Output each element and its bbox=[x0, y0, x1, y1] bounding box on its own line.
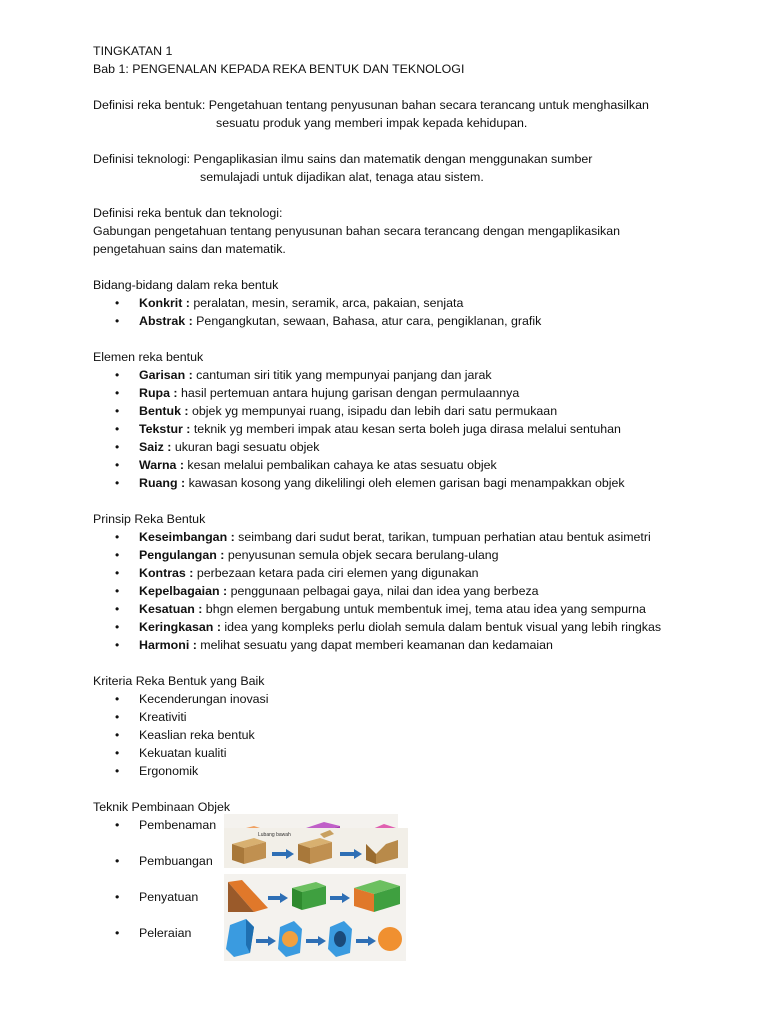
prinsip-title: Prinsip Reka Bentuk bbox=[93, 512, 206, 526]
bullet-icon: • bbox=[115, 710, 120, 724]
teknik-row-pembenaman: • Pembenaman bbox=[93, 816, 693, 852]
bullet-icon: • bbox=[115, 548, 120, 562]
bullet-icon: • bbox=[115, 854, 120, 868]
list-item: • Saiz : ukuran bagi sesuatu objek bbox=[115, 440, 320, 454]
teknik-title: Teknik Pembinaan Objek bbox=[93, 800, 231, 814]
list-item: • Kepelbagaian : penggunaan pelbagai gaya, nilai dan idea yang berbeza bbox=[115, 584, 539, 598]
bullet-icon: • bbox=[115, 584, 120, 598]
def-reka-bentuk-line2: sesuatu produk yang memberi impak kepada kehidupan. bbox=[216, 116, 528, 130]
level-heading: TINGKATAN 1 bbox=[93, 44, 173, 58]
def-teknologi-line1: Definisi teknologi: Pengaplikasian ilmu sains dan matematik dengan menggunakan sumber bbox=[93, 152, 593, 166]
bullet-icon: • bbox=[115, 296, 120, 310]
bullet-icon: • bbox=[115, 602, 120, 616]
bullet-icon: • bbox=[115, 638, 120, 652]
elemen-list bbox=[93, 366, 693, 492]
list-item: • Kreativiti bbox=[115, 710, 187, 724]
list-item: • Abstrak : Pengangkutan, sewaan, Bahasa, atur cara, pengiklanan, grafik bbox=[115, 314, 542, 328]
bullet-icon: • bbox=[115, 566, 120, 580]
def-teknologi-line2: semulajadi untuk dijadikan alat, tenaga atau sistem. bbox=[200, 170, 484, 184]
list-item: • Tekstur : teknik yg memberi impak atau kesan serta boleh juga dirasa melalui sentuhan bbox=[115, 422, 621, 436]
bullet-icon: • bbox=[115, 692, 120, 706]
list-item: • Harmoni : melihat sesuatu yang dapat memberi keamanan dan kedamaian bbox=[115, 638, 553, 652]
bullet-icon: • bbox=[115, 728, 120, 742]
bidang-title: Bidang-bidang dalam reka bentuk bbox=[93, 278, 279, 292]
chapter-heading: Bab 1: PENGENALAN KEPADA REKA BENTUK DAN TEKNOLOGI bbox=[93, 62, 465, 76]
bullet-icon: • bbox=[115, 440, 120, 454]
document-page bbox=[93, 42, 693, 960]
bullet-icon: • bbox=[115, 926, 120, 940]
list-item: • Rupa : hasil pertemuan antara hujung garisan dengan permulaannya bbox=[115, 386, 520, 400]
list-item: • Warna : kesan melalui pembalikan cahaya ke atas sesuatu objek bbox=[115, 458, 497, 472]
elemen-title: Elemen reka bentuk bbox=[93, 350, 204, 364]
bullet-icon: • bbox=[115, 404, 120, 418]
list-item: • Keaslian reka bentuk bbox=[115, 728, 255, 742]
kriteria-list bbox=[93, 690, 693, 780]
list-item: • Konkrit : peralatan, mesin, seramik, arca, pakaian, senjata bbox=[115, 296, 464, 310]
def-reka-bentuk-line1: Definisi reka bentuk: Pengetahuan tentang penyusunan bahan secara terancang untuk menghasilkan bbox=[93, 98, 649, 112]
def-rbt-line1: Gabungan pengetahuan tentang penyusunan bahan secara terancang dengan mengaplikasikan bbox=[93, 224, 621, 238]
teknik-row-penyatuan: • Penyatuan bbox=[93, 888, 693, 924]
bullet-icon: • bbox=[115, 422, 120, 436]
penyatuan-illustration bbox=[224, 874, 406, 916]
small-caption: Lubang bawah bbox=[258, 832, 291, 838]
teknik-row-pembuangan: • Pembuangan Lubang bawah bbox=[93, 852, 693, 888]
hexagon-with-hole bbox=[328, 921, 352, 957]
list-item: • Pengulangan : penyusunan semula objek secara berulang-ulang bbox=[115, 548, 499, 562]
pembuangan-illustration bbox=[224, 828, 408, 868]
bullet-icon: • bbox=[115, 530, 120, 544]
teknik-row-peleraian: • Peleraian bbox=[93, 924, 693, 960]
list-item: • Keseimbangan : seimbang dari sudut berat, tarikan, tumpuan perhatian atau bentuk asimetri bbox=[115, 530, 651, 544]
list-item: • Kekuatan kualiti bbox=[115, 746, 227, 760]
bullet-icon: • bbox=[115, 764, 120, 778]
prinsip-list bbox=[93, 528, 693, 654]
list-item: • Kecenderungan inovasi bbox=[115, 692, 269, 706]
list-item: • Bentuk : objek yg mempunyai ruang, isipadu dan lebih dari satu permukaan bbox=[115, 404, 558, 418]
peleraian-illustration bbox=[224, 915, 406, 961]
bidang-list bbox=[93, 294, 693, 330]
bullet-icon: • bbox=[115, 890, 120, 904]
bullet-icon: • bbox=[115, 476, 120, 490]
list-item: • Ruang : kawasan kosong yang dikelilingi oleh elemen garisan bagi menampakkan objek bbox=[115, 476, 625, 490]
bullet-icon: • bbox=[115, 818, 120, 832]
bullet-icon: • bbox=[115, 458, 120, 472]
list-item: • Kontras : perbezaan ketara pada ciri elemen yang digunakan bbox=[115, 566, 479, 580]
orange-disc bbox=[378, 927, 402, 951]
list-item: • Keringkasan : idea yang kompleks perlu diolah semula dalam bentuk visual yang lebih ringkas bbox=[115, 620, 662, 634]
bullet-icon: • bbox=[115, 620, 120, 634]
bullet-icon: • bbox=[115, 746, 120, 760]
bullet-icon: • bbox=[115, 314, 120, 328]
def-rbt-line2: pengetahuan sains dan matematik. bbox=[93, 242, 286, 256]
bullet-icon: • bbox=[115, 368, 120, 382]
bullet-icon: • bbox=[115, 386, 120, 400]
hexagon-with-disc bbox=[278, 921, 302, 957]
kriteria-title: Kriteria Reka Bentuk yang Baik bbox=[93, 674, 265, 688]
list-item: • Garisan : cantuman siri titik yang mempunyai panjang dan jarak bbox=[115, 368, 492, 382]
list-item: • Ergonomik bbox=[115, 764, 199, 778]
list-item: • Kesatuan : bhgn elemen bergabung untuk membentuk imej, tema atau idea yang sempurna bbox=[115, 602, 646, 616]
def-rbt-title: Definisi reka bentuk dan teknologi: bbox=[93, 206, 283, 220]
